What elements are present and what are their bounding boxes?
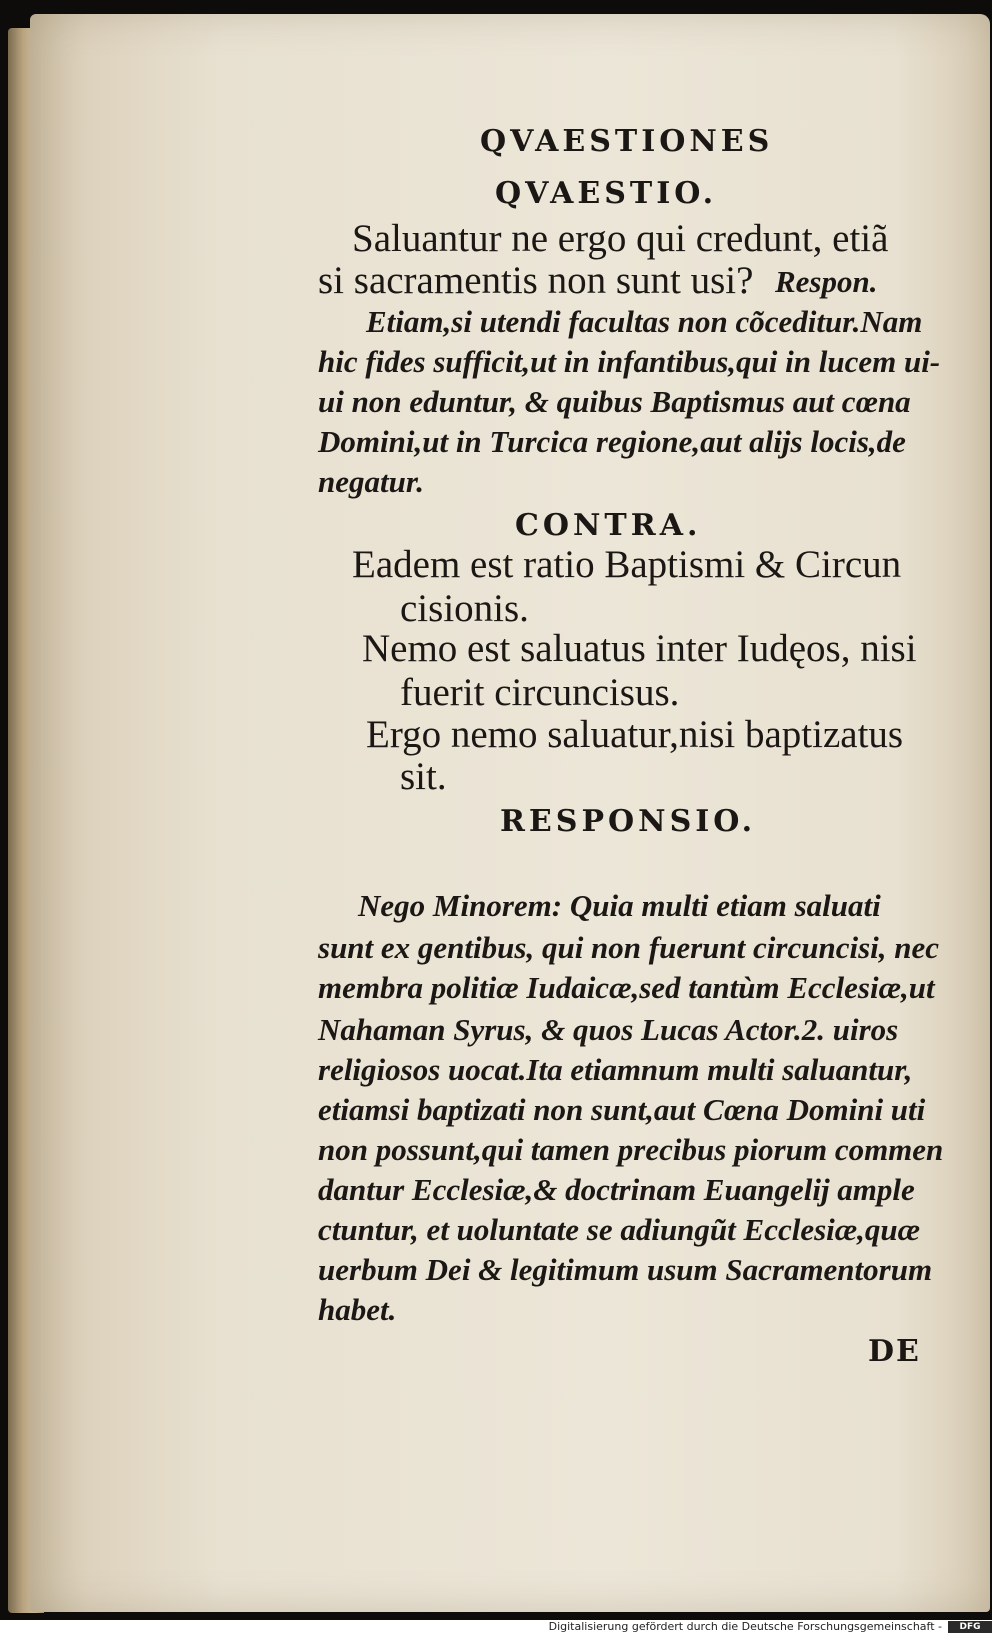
answer-line-3: ui non eduntur, & quibus Baptismus aut cœna xyxy=(318,384,911,419)
responsio-line-5: religiosos uocat.Ita etiamnum multi saluantur, xyxy=(318,1052,913,1087)
responsio-line-10: uerbum Dei & legitimum usum Sacramentorum xyxy=(318,1252,933,1287)
contra-line-6: sit. xyxy=(400,755,447,798)
question-line-1: Saluantur ne ergo qui credunt, etiã xyxy=(352,217,889,260)
responsio-line-4: Nahaman Syrus, & quos Lucas Actor.2. uiros xyxy=(318,1012,899,1047)
contra-line-2: cisionis. xyxy=(400,587,529,630)
answer-line-1: Etiam,si utendi facultas non cõceditur.Nam xyxy=(366,304,923,339)
responsio-line-8: dantur Ecclesiæ,& doctrinam Euangelij ample xyxy=(318,1172,915,1207)
contra-line-3: Nemo est saluatus inter Iudęos, nisi xyxy=(362,627,917,670)
respon-label: Respon. xyxy=(775,264,878,299)
answer-line-5: negatur. xyxy=(318,464,424,499)
question-line-2: si sacramentis non sunt usi? xyxy=(318,259,754,302)
answer-line-2: hic fides sufficit,ut in infantibus,qui in lucem ui- xyxy=(318,344,941,379)
digitization-credit: Digitalisierung gefördert durch die Deutsche Forschungsgemeinschaft - xyxy=(548,1620,942,1633)
contra-line-5: Ergo nemo saluatur,nisi baptizatus xyxy=(366,713,904,756)
responsio-line-2: sunt ex gentibus, qui non fuerunt circuncisi, nec xyxy=(318,930,939,965)
responsio-heading: RESPONSIO. xyxy=(500,804,757,839)
catchword: DE xyxy=(868,1334,921,1369)
section-heading-quaestio: QVAESTIO. xyxy=(495,176,718,211)
responsio-line-11: habet. xyxy=(318,1292,397,1327)
responsio-line-1: Nego Minorem: Quia multi etiam saluati xyxy=(358,888,881,923)
responsio-line-9: ctuntur, et uoluntate se adiungũt Ecclesiæ,quæ xyxy=(318,1212,921,1247)
contra-heading: CONTRA. xyxy=(515,508,702,543)
contra-line-1: Eadem est ratio Baptismi & Circun xyxy=(352,543,902,586)
responsio-line-3: membra politiæ Iudaicæ,sed tantùm Ecclesiæ,ut xyxy=(318,970,935,1005)
contra-line-4: fuerit circuncisus. xyxy=(400,671,680,714)
answer-line-4: Domini,ut in Turcica regione,aut alijs locis,de xyxy=(318,424,906,459)
dfg-logo: DFG xyxy=(948,1621,992,1633)
running-title: QVAESTIONES xyxy=(480,124,774,159)
responsio-line-6: etiamsi baptizati non sunt,aut Cœna Domini uti xyxy=(318,1092,926,1127)
responsio-line-7: non possunt,qui tamen precibus piorum commen xyxy=(318,1132,944,1167)
book-page xyxy=(30,14,990,1612)
